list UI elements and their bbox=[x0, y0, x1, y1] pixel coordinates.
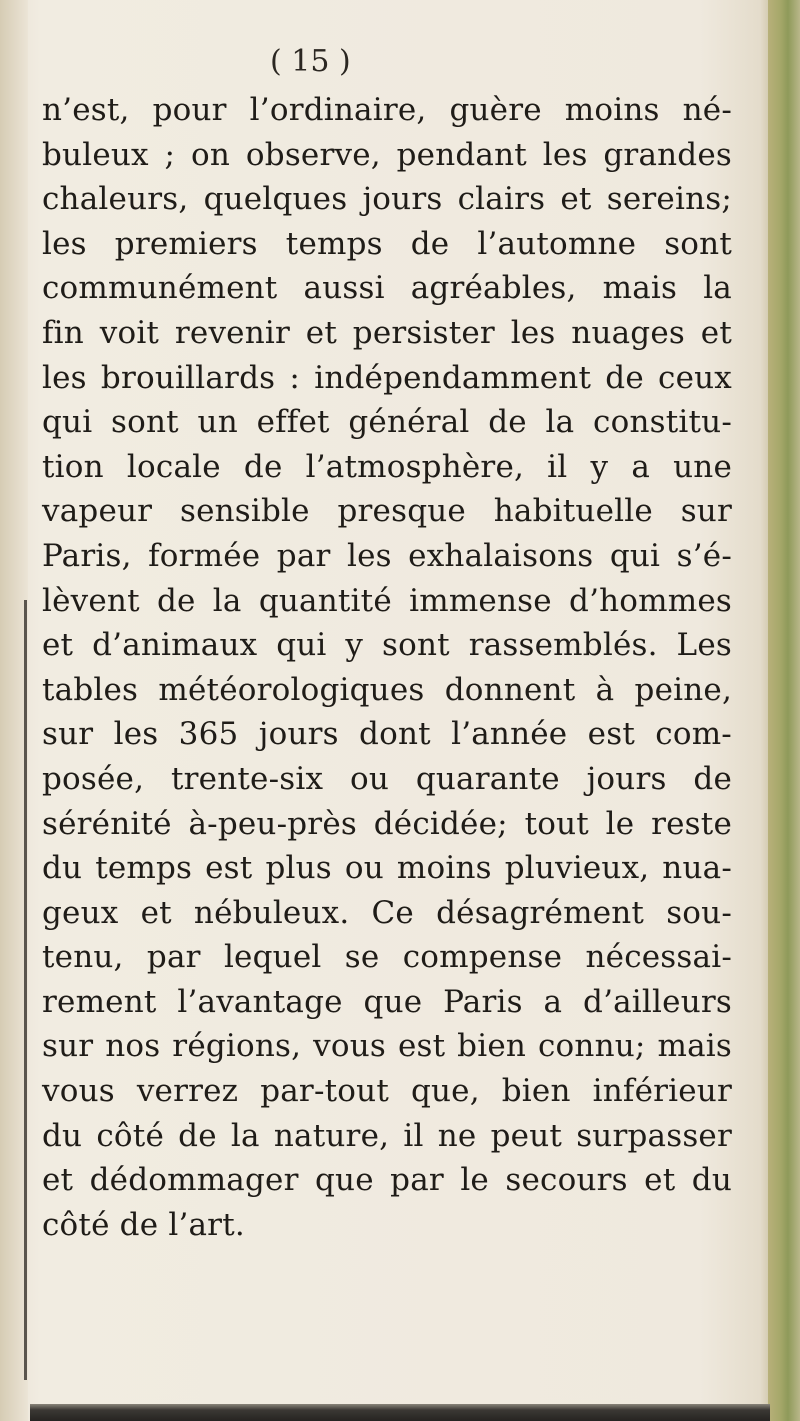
text-line: Paris, formée par les exhalaisons qui s’é- bbox=[42, 537, 732, 574]
text-line: côté de l’art. bbox=[42, 1206, 245, 1243]
text-line: communément aussi agréables, mais la bbox=[42, 270, 732, 307]
text-line: lèvent de la quantité immense d’hommes bbox=[42, 582, 732, 619]
body-text bbox=[42, 88, 732, 1247]
text-line: vous verrez par-tout que, bien inférieur bbox=[42, 1073, 732, 1110]
text-line: et d’animaux qui y sont rassemblés. Les bbox=[42, 627, 732, 664]
text-line: chaleurs, quelques jours clairs et sereins; bbox=[42, 181, 732, 218]
text-line: et dédommager que par le secours et du bbox=[42, 1162, 732, 1199]
page-number: ( 15 ) bbox=[270, 44, 351, 79]
text-line: geux et nébuleux. Ce désagrément sou- bbox=[42, 894, 732, 931]
text-line: tenu, par lequel se compense nécessai- bbox=[42, 939, 732, 976]
text-line: les brouillards : indépendamment de ceux bbox=[42, 359, 732, 396]
scan-bottom-edge bbox=[30, 1404, 770, 1421]
text-line: qui sont un effet général de la constitu- bbox=[42, 404, 732, 441]
text-line: rement l’avantage que Paris a d’ailleurs bbox=[42, 983, 732, 1020]
text-line: vapeur sensible presque habituelle sur bbox=[42, 493, 732, 530]
text-line: sur les 365 jours dont l’année est com- bbox=[42, 716, 732, 753]
text-line: buleux ; on observe, pendant les grandes bbox=[42, 136, 732, 173]
page-edge-right bbox=[768, 0, 800, 1421]
text-line: tion locale de l’atmosphère, il y a une bbox=[42, 448, 732, 485]
text-line: fin voit revenir et persister les nuages et bbox=[42, 314, 732, 351]
text-line: posée, trente-six ou quarante jours de bbox=[42, 760, 732, 797]
text-line: les premiers temps de l’automne sont bbox=[42, 225, 732, 262]
text-line: sérénité à-peu-près décidée; tout le reste bbox=[42, 805, 732, 842]
text-line: n’est, pour l’ordinaire, guère moins né- bbox=[42, 92, 732, 128]
text-line: sur nos régions, vous est bien connu; mais bbox=[42, 1028, 732, 1065]
binding-edge bbox=[24, 600, 27, 1380]
text-line: du temps est plus ou moins pluvieux, nua- bbox=[42, 850, 732, 887]
text-line: du côté de la nature, il ne peut surpasser bbox=[42, 1117, 732, 1154]
text-line: tables météorologiques donnent à peine, bbox=[42, 671, 732, 708]
